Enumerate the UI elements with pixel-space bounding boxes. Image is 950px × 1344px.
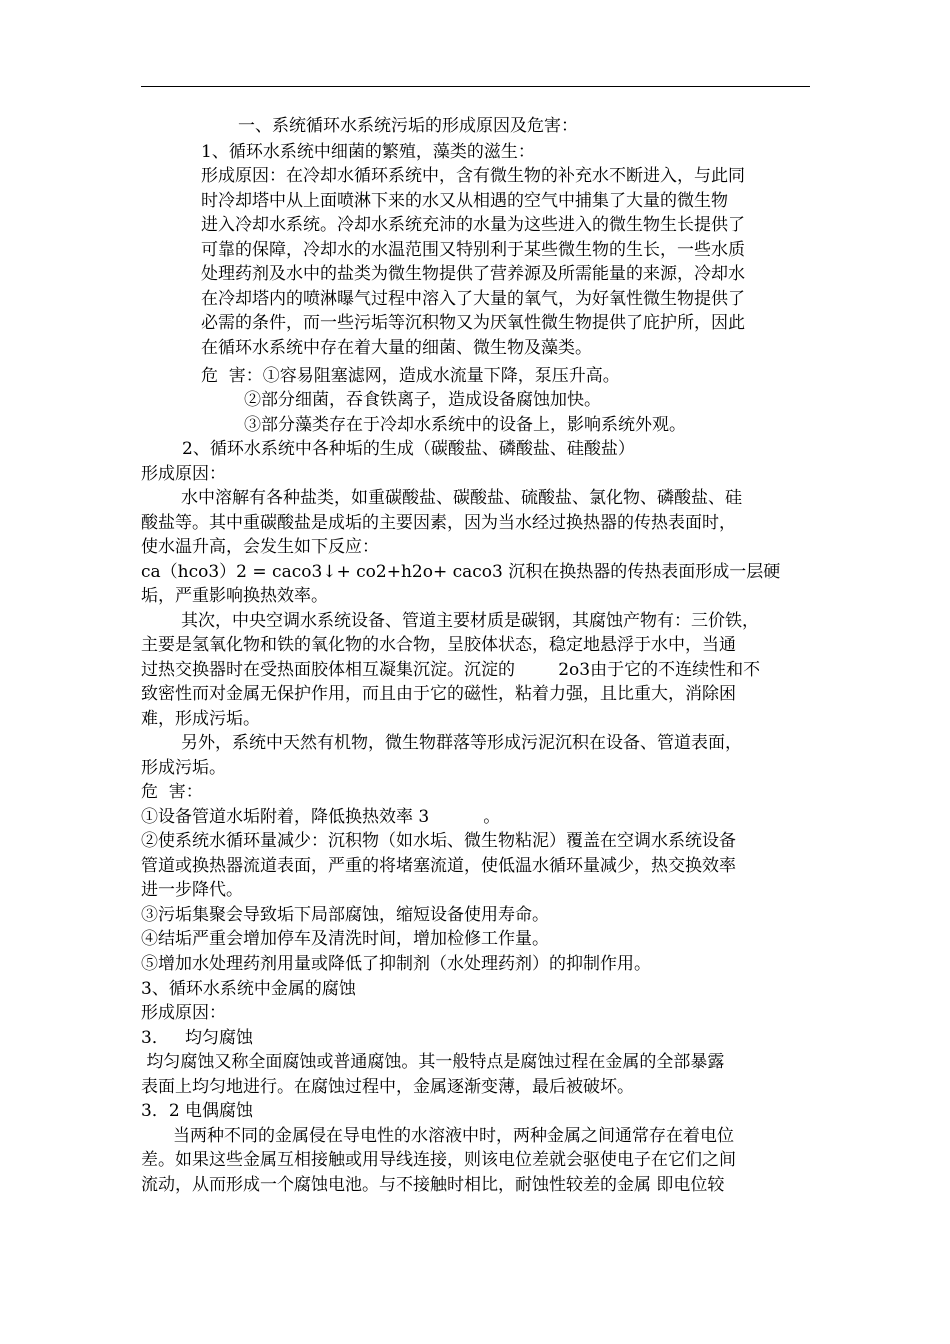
paragraph-line: 另外，系统中天然有机物，微生物群落等形成污泥沉积在设备、管道表面，	[181, 733, 742, 753]
harm-line: ①设备管道水垢附着，降低换热效率 3 。	[141, 807, 501, 827]
paragraph-line: 时冷却塔中从上面喷淋下来的水又从相遇的空气中捕集了大量的微生物	[201, 191, 728, 211]
paragraph-line: 其次，中央空调水系统设备、管道主要材质是碳钢，其腐蚀产物有：三价铁，	[181, 611, 759, 631]
section-heading: 一、系统循环水系统污垢的形成原因及危害：	[238, 116, 578, 136]
paragraph-line: 致密性而对金属无保护作用，而且由于它的磁性，粘着力强，且比重大，消除困	[141, 684, 736, 704]
paragraph-line: 过热交换器时在受热面胶体相互凝集沉淀。沉淀的 2o3由于它的不连续性和不	[141, 660, 761, 680]
paragraph-line: 难，形成污垢。	[141, 709, 260, 729]
harm-line: ③污垢集聚会导致垢下局部腐蚀，缩短设备使用寿命。	[141, 905, 549, 925]
paragraph-line: 形成污垢。	[141, 758, 226, 778]
subsection-title: 3、循环水系统中金属的腐蚀	[141, 979, 356, 999]
paragraph-line: 酸盐等。其中重碳酸盐是成垢的主要因素，因为当水经过换热器的传热表面时，	[141, 513, 736, 533]
paragraph-line: 差。如果这些金属互相接触或用导线连接，则该电位差就会驱使电子在它们之间	[141, 1150, 736, 1170]
paragraph-line: 垢，严重影响换热效率。	[141, 586, 328, 606]
item-title: 3． 均匀腐蚀	[141, 1028, 254, 1048]
subsection-title: 1、循环水系统中细菌的繁殖，藻类的滋生：	[201, 142, 535, 162]
cause-label: 形成原因：	[141, 1003, 226, 1023]
paragraph-line: 进入冷却水系统。冷却水系统充沛的水量为这些进入的微生物生长提供了	[201, 215, 745, 235]
item-title: 3．2 电偶腐蚀	[141, 1101, 254, 1121]
harm-line: ⑤增加水处理药剂用量或降低了抑制剂（水处理药剂）的抑制作用。	[141, 954, 651, 974]
header-rule	[141, 86, 810, 87]
harm-line: ②部分细菌，吞食铁离子，造成设备腐蚀加快。	[244, 390, 601, 410]
harm-line: 危 害：①容易阻塞滤网，造成水流量下降，泵压升高。	[201, 366, 620, 386]
harm-line: ③部分藻类存在于冷却水系统中的设备上，影响系统外观。	[244, 415, 686, 435]
paragraph-line: 处理药剂及水中的盐类为微生物提供了营养源及所需能量的来源，冷却水	[201, 264, 745, 284]
paragraph-line: 流动，从而形成一个腐蚀电池。与不接触时相比，耐蚀性较差的金属 即电位较	[141, 1175, 725, 1195]
paragraph-line: 必需的条件，而一些污垢等沉积物又为厌氧性微生物提供了庇护所，因此	[201, 313, 745, 333]
harm-line: 管道或换热器流道表面，严重的将堵塞流道，使低温水循环量减少，热交换效率	[141, 856, 736, 876]
harm-label: 危 害：	[141, 782, 203, 802]
paragraph-line: 可靠的保障，冷却水的水温范围又特别利于某些微生物的生长，一些水质	[201, 240, 745, 260]
harm-line: ②使系统水循环量减少：沉积物（如水垢、微生物粘泥）覆盖在空调水系统设备	[141, 831, 736, 851]
subsection-title: 2、循环水系统中各种垢的生成（碳酸盐、磷酸盐、硅酸盐）	[182, 439, 635, 459]
paragraph-line: 在循环水系统中存在着大量的细菌、微生物及藻类。	[201, 338, 592, 358]
paragraph-line: 使水温升高，会发生如下反应：	[141, 537, 379, 557]
paragraph-line: 水中溶解有各种盐类，如重碳酸盐、碳酸盐、硫酸盐、氯化物、磷酸盐、硅	[181, 488, 742, 508]
harm-line: 进一步降代。	[141, 880, 243, 900]
paragraph-line: 表面上均匀地进行。在腐蚀过程中，金属逐渐变薄，最后被破坏。	[141, 1077, 634, 1097]
paragraph-line: 主要是氢氧化物和铁的氧化物的水合物，呈胶体状态，稳定地悬浮于水中，当通	[141, 635, 736, 655]
harm-line: ④结垢严重会增加停车及清洗时间，增加检修工作量。	[141, 929, 549, 949]
paragraph-line: ca（hco3）2 = caco3↓+ co2+h2o+ caco3 沉积在换热器的传热表面形成一层硬	[141, 562, 781, 582]
paragraph-line: 当两种不同的金属侵在导电性的水溶液中时，两种金属之间通常存在着电位	[173, 1126, 734, 1146]
paragraph-line: 形成原因：在冷却水循环系统中，含有微生物的补充水不断进入，与此同	[201, 166, 745, 186]
cause-label: 形成原因：	[141, 464, 226, 484]
paragraph-line: 在冷却塔内的喷淋曝气过程中溶入了大量的氧气，为好氧性微生物提供了	[201, 289, 745, 309]
paragraph-line: 均匀腐蚀又称全面腐蚀或普通腐蚀。其一般特点是腐蚀过程在金属的全部暴露	[141, 1052, 725, 1072]
